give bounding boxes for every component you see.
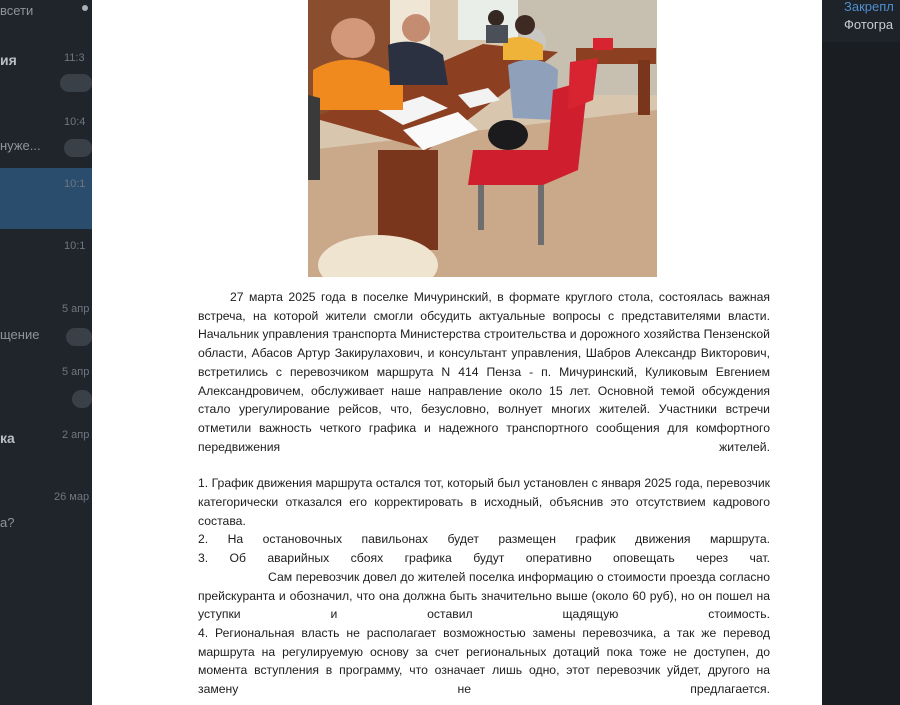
unread-badge	[72, 390, 92, 408]
chat-messages-area	[822, 42, 900, 705]
unread-badge	[64, 139, 92, 157]
chat-time: 10:1	[64, 240, 86, 252]
chat-time: 5 апр	[62, 366, 90, 378]
list-item-3: 3. Об аварийных сбоях графика будут оперативно оповещать через чат.	[198, 551, 770, 566]
pinned-message-preview[interactable]: Фотогра	[844, 17, 894, 32]
list-item-1: 1. График движения маршрута остался тот, который был установлен с января 2025 года, перевозчик категорически отказался его корректировать в исходный, объяснив это отсутствием кадрового состава.	[198, 476, 770, 528]
pinned-message-title[interactable]: Закрепл	[844, 0, 894, 14]
chat-name[interactable]: ка	[0, 430, 15, 446]
document-image	[92, 0, 822, 705]
chat-time: 2 апр	[62, 429, 90, 441]
chat-name[interactable]: ия	[0, 52, 17, 68]
chat-time: 11:3	[64, 52, 85, 64]
chat-time: 10:1	[64, 178, 86, 190]
chat-preview[interactable]: щение	[0, 327, 40, 342]
chat-time: 10:4	[64, 116, 86, 128]
list-item-4: 4. Региональная власть не располагает возможностью замены перевозчика, а так же перевод маршрута на регулируемую основу за счет региональных дотаций пока тоже не доступен, до момента вступления в программу, что означает лишь одно, этот перевозчик уйдет, другого на замену не предлагается.	[198, 625, 770, 697]
list-item-3-continuation: Сам перевозчик довел до жителей поселка информацию о стоимости проезда согласно прейскуранта и обозначил, что она должна быть значительно выше (около 60 руб), но он пошел на уступки и оставил щадящую стоимость.	[198, 569, 770, 622]
unread-badge	[60, 74, 92, 92]
chat-preview[interactable]: нуже...	[0, 138, 41, 153]
list-item-2: 2. На остановочных павильонах будет размещен график движения маршрута.	[198, 532, 770, 547]
meeting-photo-illustration	[308, 0, 657, 277]
chat-list-panel	[0, 0, 92, 705]
chat-time: 26 мар	[54, 491, 90, 503]
chat-list-row-text[interactable]: всети	[0, 3, 34, 18]
document-text	[198, 288, 770, 699]
chat-time: 5 апр	[62, 303, 90, 315]
unread-badge	[66, 328, 92, 346]
meeting-photo	[308, 0, 657, 277]
chat-preview[interactable]: а?	[0, 515, 15, 530]
intro-paragraph: 27 марта 2025 года в поселке Мичуринский, в формате круглого стола, состоялась важная встреча, на которой жители смогли обсудить актуальные вопросы с представителями власти. Начальник управления транспорта Министерства строительства и дорожного хозяйства Пензенской области, Абасов Артур Закирулахович, и консультант управления, Шабров Александр Викторович, встретились с перевозчиком маршрута N 414 Пенза - п. Мичуринский, Куликовым Евгением Александровичем, обслуживает наше направление около 15 лет. Основной темой обсуждения стало урегулирование рейсов, что, безусловно, волнует многих жителей. Участники встречи отметили важность четкого графика и надежного транспортного сообщения для комфортного передвижения жителей.	[198, 290, 770, 454]
chat-header-panel	[822, 0, 900, 705]
